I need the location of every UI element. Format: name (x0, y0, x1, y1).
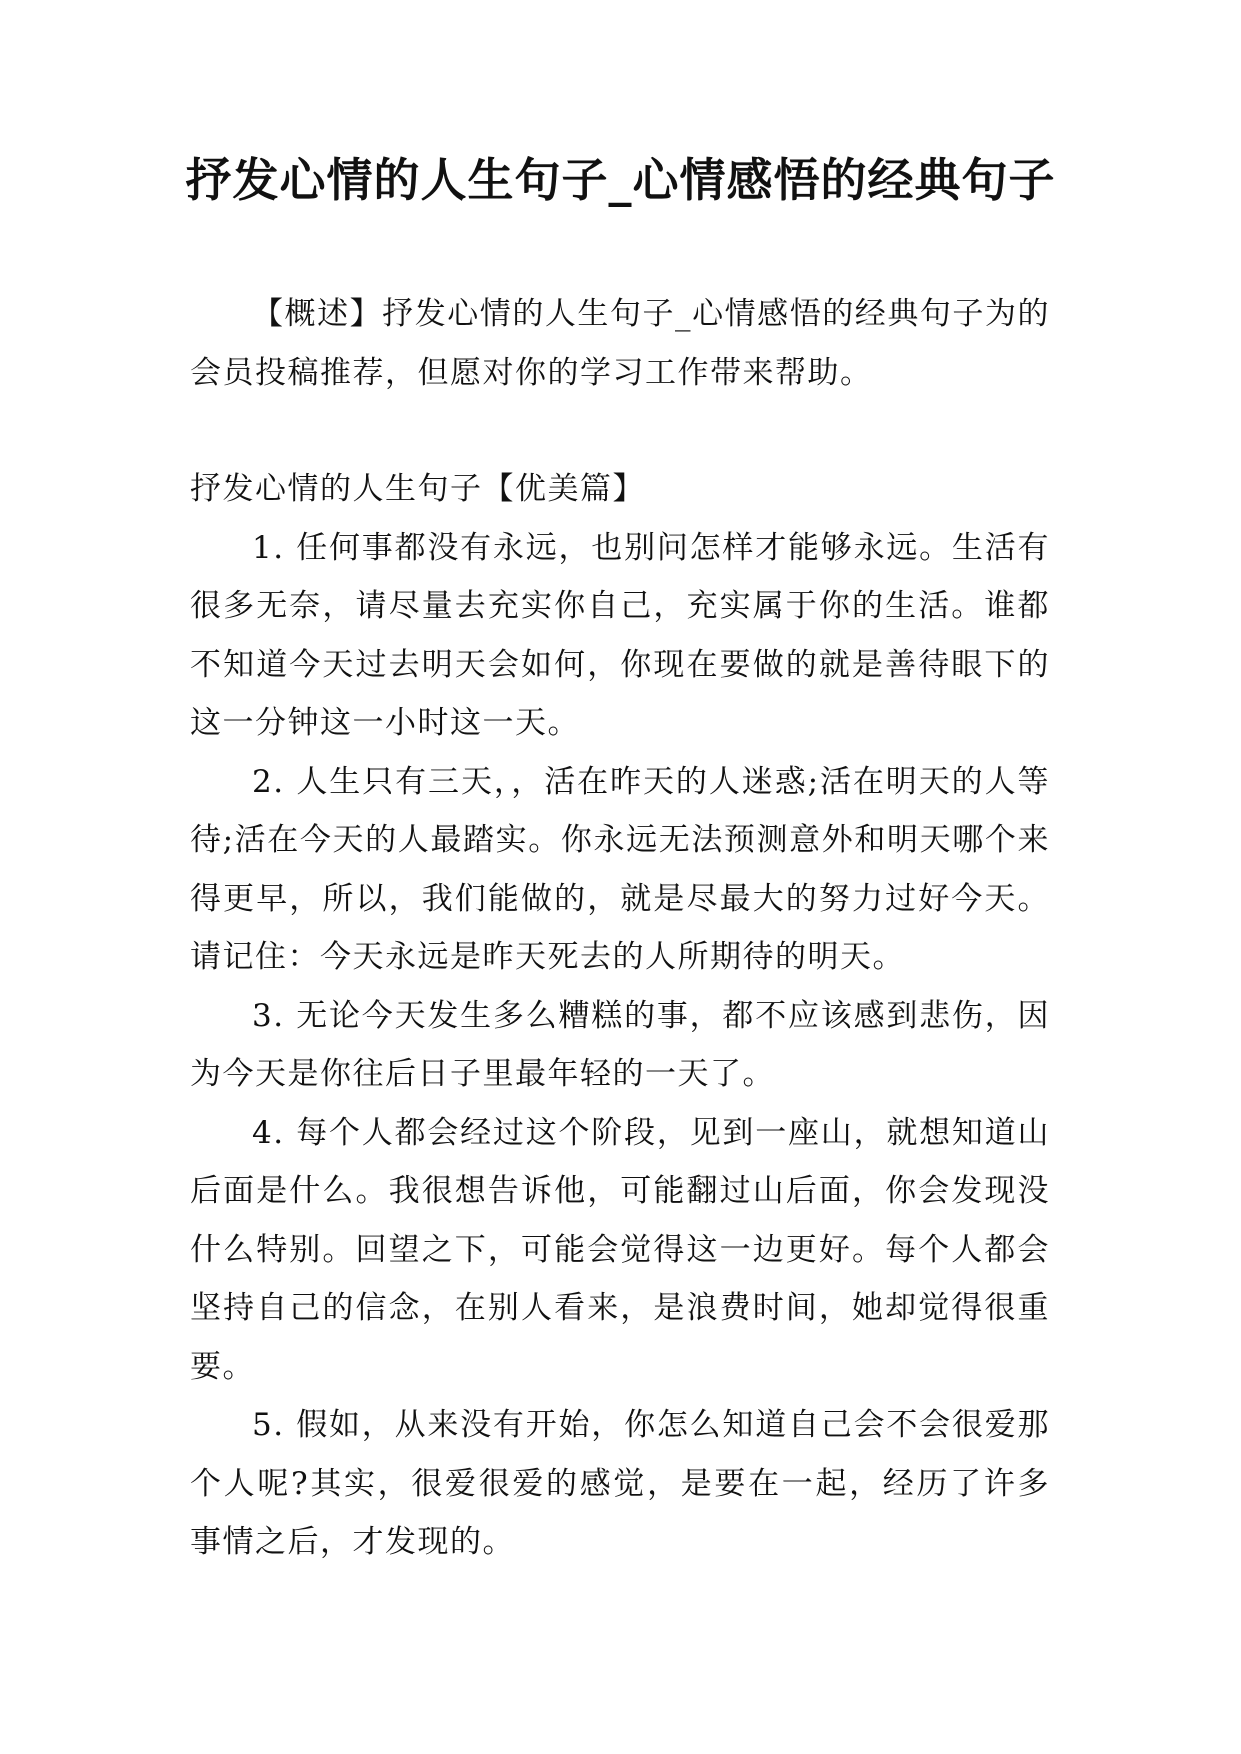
summary-paragraph: 【概述】抒发心情的人生句子_心情感悟的经典句子为的会员投稿推荐，但愿对你的学习工作带来帮助。 (190, 296, 1050, 391)
section-heading: 抒发心情的人生句子【优美篇】 (190, 471, 645, 507)
list-item: 3. 无论今天发生多么糟糕的事，都不应该感到悲伤，因为今天是你往后日子里最年轻的一天了。 (190, 997, 1050, 1092)
list-item: 1. 任何事都没有永远，也别问怎样才能够永远。生活有很多无奈，请尽量去充实你自己，充实属于你的生活。谁都不知道今天过去明天会如何，你现在要做的就是善待眼下的这一分钟这一小时这一天。 (190, 529, 1050, 741)
list-item: 5. 假如，从来没有开始，你怎么知道自己会不会很爱那个人呢?其实，很爱很爱的感觉，是要在一起，经历了许多事情之后，才发现的。 (190, 1407, 1050, 1560)
document-body (190, 285, 1050, 1572)
document-title: 抒发心情的人生句子_心情感悟的经典句子 (185, 153, 1056, 207)
list-item: 4. 每个人都会经过这个阶段，见到一座山，就想知道山后面是什么。我很想告诉他，可能翻过山后面，你会发现没什么特别。回望之下，可能会觉得这一边更好。每个人都会坚持自己的信念，在别人看来，是浪费时间，她却觉得很重要。 (190, 1114, 1050, 1385)
paragraph-gap (190, 402, 1050, 460)
list-item: 2. 人生只有三天，，活在昨天的人迷惑;活在明天的人等待;活在今天的人最踏实。你永远无法预测意外和明天哪个来得更早，所以，我们能做的，就是尽最大的努力过好今天。请记住：今天永远是昨天死去的人所期待的明天。 (190, 763, 1050, 975)
